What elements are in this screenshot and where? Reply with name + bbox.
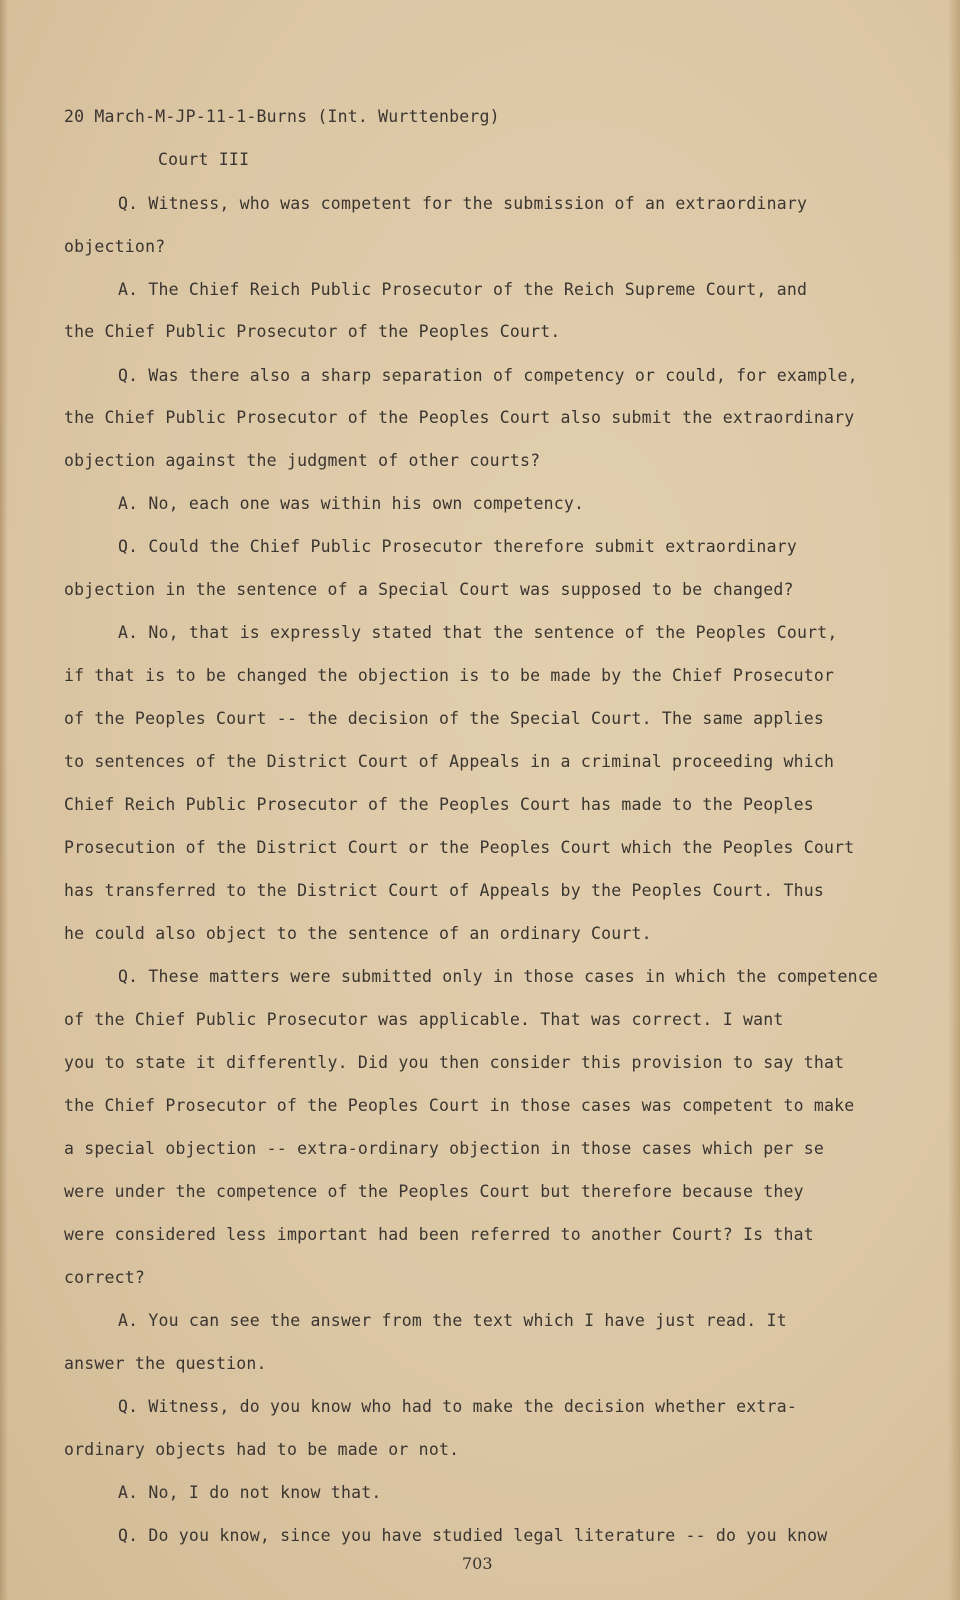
- transcript-line: A. No, each one was within his own competency.: [118, 494, 585, 513]
- document-reference-header: 20 March-M-JP-11-1-Burns (Int. Wurttenberg): [64, 107, 500, 126]
- transcript-line: A. The Chief Reich Public Prosecutor of the Reich Supreme Court, and: [118, 280, 808, 299]
- transcript-line: correct?: [64, 1268, 146, 1287]
- transcript-line: were under the competence of the Peoples Court but therefore because they: [64, 1182, 804, 1201]
- page-edge-left: [0, 0, 8, 1600]
- transcript-line: objection against the judgment of other courts?: [64, 451, 541, 470]
- transcript-line: the Chief Public Prosecutor of the Peoples Court.: [64, 322, 561, 341]
- transcript-line: Q. Do you know, since you have studied legal literature -- do you know: [118, 1526, 828, 1545]
- transcript-line: of the Peoples Court -- the decision of the Special Court. The same applies: [64, 709, 825, 728]
- transcript-line: Q. These matters were submitted only in those cases in which the competence: [118, 967, 879, 986]
- transcript-line: A. You can see the answer from the text which I have just read. It: [118, 1311, 787, 1330]
- transcript-line: the Chief Public Prosecutor of the Peoples Court also submit the extraordinary: [64, 408, 855, 427]
- transcript-line: has transferred to the District Court of Appeals by the Peoples Court. Thus: [64, 881, 825, 900]
- page-number: 703: [462, 1554, 493, 1573]
- transcript-line: Q. Could the Chief Public Prosecutor therefore submit extraordinary: [118, 537, 797, 556]
- transcript-line: the Chief Prosecutor of the Peoples Court in those cases was competent to make: [64, 1096, 855, 1115]
- transcript-line: Q. Witness, who was competent for the submission of an extraordinary: [118, 194, 808, 213]
- transcript-line: you to state it differently. Did you then consider this provision to say that: [64, 1053, 845, 1072]
- transcript-line: he could also object to the sentence of an ordinary Court.: [64, 924, 652, 943]
- transcript-line: answer the question.: [64, 1354, 267, 1373]
- transcript-line: if that is to be changed the objection is to be made by the Chief Prosecutor: [64, 666, 835, 685]
- transcript-line: A. No, that is expressly stated that the sentence of the Peoples Court,: [118, 623, 838, 642]
- transcript-line: a special objection -- extra-ordinary objection in those cases which per se: [64, 1139, 825, 1158]
- transcript-line: objection in the sentence of a Special Court was supposed to be changed?: [64, 580, 794, 599]
- court-label: Court III: [158, 150, 250, 169]
- transcript-line: ordinary objects had to be made or not.: [64, 1440, 460, 1459]
- transcript-line: were considered less important had been referred to another Court? Is that: [64, 1225, 814, 1244]
- transcript-line: Q. Was there also a sharp separation of competency or could, for example,: [118, 366, 858, 385]
- transcript-line: Prosecution of the District Court or the Peoples Court which the Peoples Court: [64, 838, 855, 857]
- transcript-line: Q. Witness, do you know who had to make the decision whether extra-: [118, 1397, 797, 1416]
- transcript-line: objection?: [64, 237, 166, 256]
- page-edge-right: [948, 0, 960, 1600]
- transcript-line: to sentences of the District Court of Appeals in a criminal proceeding which: [64, 752, 835, 771]
- transcript-line: Chief Reich Public Prosecutor of the Peoples Court has made to the Peoples: [64, 795, 814, 814]
- transcript-line: of the Chief Public Prosecutor was applicable. That was correct. I want: [64, 1010, 784, 1029]
- transcript-line: A. No, I do not know that.: [118, 1483, 382, 1502]
